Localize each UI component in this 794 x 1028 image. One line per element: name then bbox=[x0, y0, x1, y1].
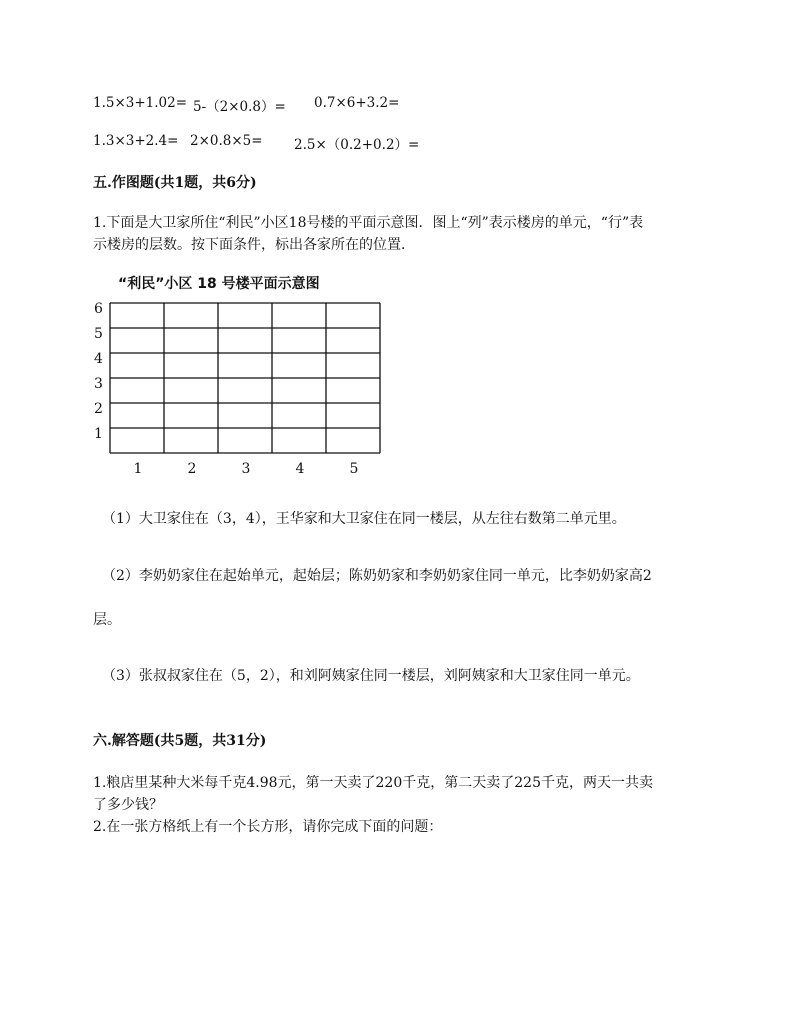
column-label: 3 bbox=[241, 461, 251, 477]
calc-item-4: 1.3×3+2.4= bbox=[93, 133, 179, 149]
section5-q1-line2: 示楼房的层数。按下面条件，标出各家所在的位置． bbox=[93, 237, 415, 253]
calc-item-6: 2.5×（0.2+0.2）= bbox=[294, 137, 420, 153]
calc-item-3: 0.7×6+3.2= bbox=[314, 95, 400, 111]
row-label: 2 bbox=[94, 401, 103, 417]
column-label: 4 bbox=[295, 461, 305, 477]
calc-item-5: 2×0.8×5= bbox=[190, 133, 263, 149]
row-label: 3 bbox=[94, 376, 103, 392]
calc-item-1: 1.5×3+1.02= bbox=[93, 95, 188, 111]
grid-lines bbox=[110, 303, 380, 453]
column-label: 5 bbox=[349, 461, 359, 477]
section5-q1-line1: 1.下面是大卫家所住“利民”小区18号楼的平面示意图．图上“列”表示楼房的单元，“行”表 bbox=[93, 215, 644, 231]
floor-plan-grid bbox=[88, 295, 398, 480]
row-label: 4 bbox=[94, 351, 103, 367]
section6-heading: 六.解答题(共5题，共31分) bbox=[93, 733, 267, 749]
grid-title: “利民”小区 18 号楼平面示意图 bbox=[118, 276, 320, 292]
section6-q2: 2.在一张方格纸上有一个长方形，请你完成下面的问题： bbox=[93, 819, 443, 835]
section5-sub1: （1）大卫家住在（3，4），王华家和大卫家住在同一楼层，从左往右数第二单元里。 bbox=[102, 511, 626, 527]
column-labels bbox=[134, 461, 359, 477]
row-labels bbox=[94, 301, 103, 442]
section6-q1-line2: 了多少钱？ bbox=[93, 797, 163, 813]
section5-sub2-line2: 层。 bbox=[93, 612, 121, 628]
section6-q1-line1: 1.粮店里某种大米每千克4.98元，第一天卖了220千克，第二天卖了225千克，两天一共卖 bbox=[93, 775, 653, 791]
column-label: 2 bbox=[187, 461, 197, 477]
row-label: 1 bbox=[94, 426, 103, 442]
column-label: 1 bbox=[133, 461, 143, 477]
section5-sub3: （3）张叔叔家住在（5，2），和刘阿姨家住同一楼层，刘阿姨家和大卫家住同一单元。 bbox=[102, 668, 640, 684]
section5-heading: 五.作图题(共1题，共6分) bbox=[93, 175, 257, 191]
row-label: 6 bbox=[94, 301, 103, 317]
calc-item-2: 5-（2×0.8）= bbox=[193, 99, 286, 115]
row-label: 5 bbox=[94, 326, 103, 342]
section5-sub2-line1: （2）李奶奶家住在起始单元，起始层；陈奶奶家和李奶奶家住同一单元，比李奶奶家高2 bbox=[102, 568, 652, 584]
